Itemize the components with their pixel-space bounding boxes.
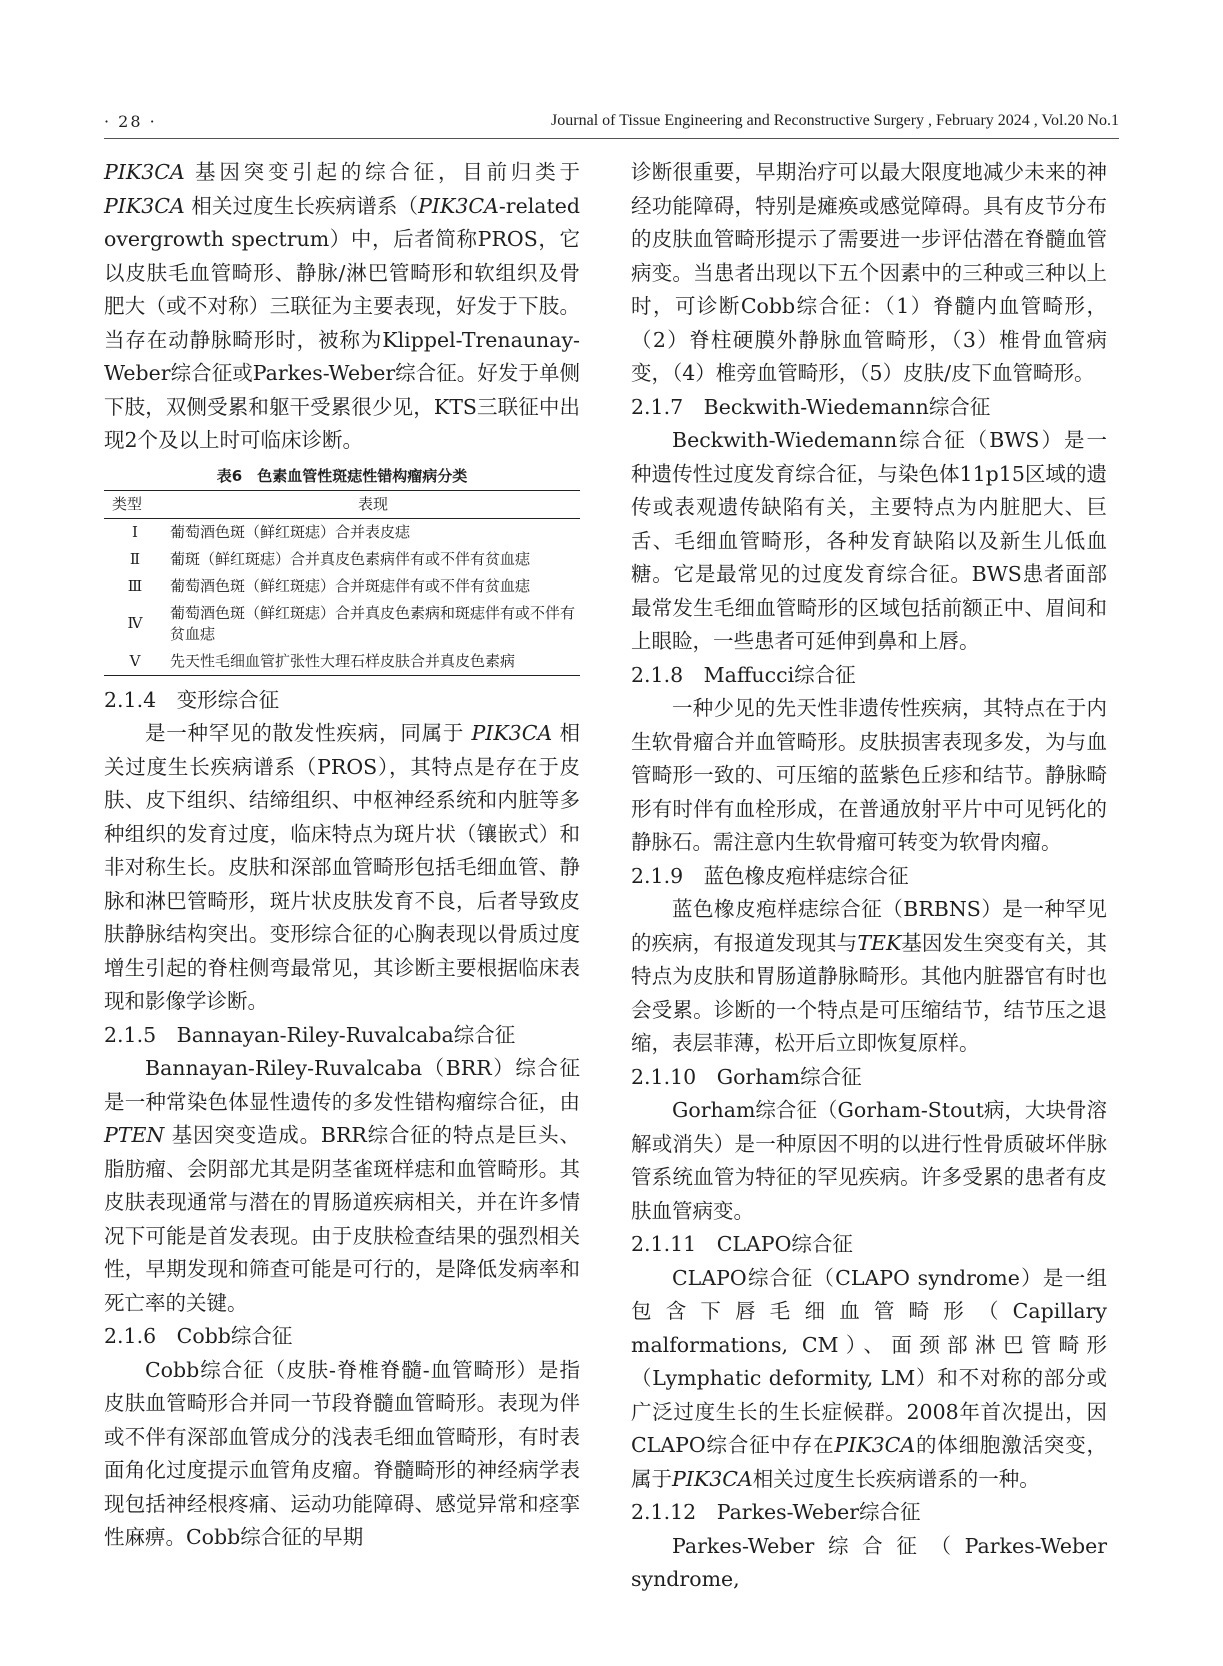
paragraph-pik3ca-intro (104, 156, 580, 458)
paragraph-2-1-6-continued: 诊断很重要，早期治疗可以最大限度地减少未来的神经功能障碍，特别是瘫痪或感觉障碍。具有皮节分布的皮肤血管畸形提示了需要进一步评估潜在脊髓血管病变。当患者出现以下五个因素中的三种或三种以上时，可诊断Cobb综合征：（1）脊髓内血管畸形，（2）脊柱硬膜外静脉血管畸形，（3）椎骨血管病变，（4）椎旁血管畸形，（5）皮肤/皮下血管畸形。 (631, 160, 1107, 385)
row-description: 葡萄酒色斑（鲜红斑痣）合并斑痣伴有或不伴有贫血痣 (170, 576, 531, 595)
paragraph-2-1-6: Cobb综合征（皮肤-脊椎脊髓-血管畸形）是指皮肤血管畸形合并同一节段脊髓血管畸形。表现为伴或不伴有深部血管成分的浅表毛细血管畸形，有时表面角化过度提示血管角皮瘤。脊髓畸形的神经病学表现包括神经根疼痛、运动功能障碍、感觉异常和痉挛性麻痹。Cobb综合征的早期 (104, 1357, 580, 1549)
row-type: Ⅴ (129, 651, 141, 670)
section-heading-2-1-7: 2.1.7 Beckwith-Wiedemann综合征 (631, 394, 991, 419)
table-row (104, 573, 580, 600)
paragraph-2-1-4 (104, 717, 580, 1019)
text-run: 相关过度生长疾病谱系（ (184, 193, 419, 218)
text-run: 相关过度生长疾病谱系（PROS），其特点是存在于皮肤、皮下组织、结缔组织、中枢神经系统和内脏等多种组织的发育过度，临床特点为斑片状（镶嵌式）和非对称生长。皮肤和深部血管畸形包括毛细血管、静脉和淋巴管畸形，斑片状皮肤发育不良，后者导致皮肤静脉结构突出。变形综合征的心胸表现以骨质过度增生引起的脊柱侧弯最常见，其诊断主要根据临床表现和影像学诊断。 (104, 721, 580, 1013)
section-heading-2-1-8: 2.1.8 Maffucci综合征 (631, 662, 856, 687)
paragraph-2-1-12: Parkes-Weber综合征（Parkes-Weber syndrome, (631, 1533, 1107, 1591)
text-run: 相关过度生长疾病谱系的一种。 (752, 1466, 1040, 1491)
text-run: 基因突变引起的综合征，目前归类于 (184, 160, 580, 184)
row-description: 葡斑（鲜红斑痣）合并真皮色素病伴有或不伴有贫血痣 (170, 549, 531, 568)
table-row (104, 546, 580, 573)
column-header-type: 类型 (112, 494, 143, 513)
section-heading-2-1-4: 2.1.4 变形综合征 (104, 687, 280, 712)
gene-name: PIK3CA (418, 193, 499, 218)
text-run: 蓝色橡皮疱样痣综合征（BRBNS）是一种罕见的疾病，有报道发现其与 (631, 897, 1107, 955)
table-6 (104, 462, 580, 676)
table-header-row (104, 490, 580, 518)
text-run: Bannayan-Riley-Ruvalcaba（BRR）综合征是一种常染色体显性遗传的多发性错构瘤综合征，由 (104, 1056, 580, 1114)
text-run: 基因发生突变有关，其特点为皮肤和胃肠道静脉畸形。其他内脏器官有时也会受累。诊断的一个特点是可压缩结节，结节压之退缩，表层菲薄，松开后立即恢复原样。 (631, 930, 1108, 1055)
gene-name: PIK3CA (471, 721, 553, 745)
section-heading-2-1-6: 2.1.6 Cobb综合征 (104, 1324, 293, 1348)
row-type: Ⅰ (132, 522, 138, 541)
row-type: Ⅳ (127, 614, 143, 632)
gene-name: PTEN (104, 1123, 165, 1147)
text-run: -related overgrowth spectrum）中，后者简称PROS，它以皮肤毛血管畸形、静脉/淋巴管畸形和软组织及骨肥大（或不对称）三联征为主要表现，好发于下肢。当存在动静脉畸形时，被称为Klippel-Trenaunay-Weber综合征或Parkes-Weber综合征。好发于单侧下肢，双侧受累和躯干受累很少见，KTS三联征中出现2个及以上时可临床诊断。 (104, 193, 580, 452)
column-header-description: 表现 (357, 494, 388, 513)
right-column (631, 156, 1107, 1597)
row-type: Ⅱ (129, 549, 141, 568)
paragraph-2-1-7: Beckwith-Wiedemann综合征（BWS）是一种遗传性过度发育综合征，与染色体11p15区域的遗传或表观遗传缺陷有关，主要特点为内脏肥大、巨舌、毛细血管畸形，各种发育缺陷以及新生儿低血糖。它是最常见的过度发育综合征。BWS患者面部最常发生毛细血管畸形的区域包括前额正中、眉间和上眼睑，一些患者可延伸到鼻和上唇。 (631, 428, 1107, 653)
text-run: 基因突变造成。BRR综合征的特点是巨头、脂肪瘤、会阴部尤其是阴茎雀斑样痣和血管畸形。其皮肤表现通常与潜在的胃肠道疾病相关，并在许多情况下可能是首发表现。由于皮肤检查结果的强烈相关性，早期发现和筛查可能是可行的，是降低发病率和死亡率的关键。 (104, 1123, 580, 1315)
gene-name: PIK3CA (104, 160, 185, 184)
gene-name: TEK (857, 930, 902, 955)
page-number: · 28 · (104, 112, 157, 131)
section-heading-2-1-11: 2.1.11 CLAPO综合征 (631, 1232, 853, 1256)
gene-name: PIK3CA (672, 1466, 753, 1491)
text-run: CLAPO综合征（CLAPO syndrome）是一组包含下唇毛细血管畸形（Capillary malformations, CM）、面颈部淋巴管畸形（Lymphatic deformity, LM）和不对称的部分或广泛过度生长的生长症候群。2008年首次提出，因CLAPO综合征中存在 (631, 1265, 1107, 1457)
paragraph-2-1-9 (631, 893, 1107, 1061)
section-heading-2-1-10: 2.1.10 Gorham综合征 (631, 1064, 862, 1089)
gene-name: PIK3CA (834, 1433, 916, 1457)
paragraph-2-1-5 (104, 1052, 580, 1320)
paragraph-2-1-10: Gorham综合征（Gorham-Stout病，大块骨溶解或消失）是一种原因不明的以进行性骨质破坏伴脉管系统血管为特征的罕见疾病。许多受累的患者有皮肤血管病变。 (631, 1098, 1107, 1223)
text-run: 是一种罕见的散发性疾病，同属于 (145, 721, 472, 745)
row-type: Ⅲ (127, 576, 143, 595)
journal-citation: Journal of Tissue Engineering and Reconstructive Surgery , February 2024 , Vol.20 No.1 (551, 112, 1119, 129)
paragraph-2-1-11 (631, 1262, 1107, 1497)
left-column (104, 156, 580, 1555)
section-heading-2-1-5: 2.1.5 Bannayan-Riley-Ruvalcaba综合征 (104, 1022, 516, 1047)
row-description: 先天性毛细血管扩张性大理石样皮肤合并真皮色素病 (170, 651, 516, 670)
classification-table (104, 490, 580, 676)
table-row (104, 648, 580, 676)
running-header (104, 108, 1119, 139)
table-row (104, 518, 580, 546)
paragraph-2-1-8: 一种少见的先天性非遗传性疾病，其特点在于内生软骨瘤合并血管畸形。皮肤损害表现多发，为与血管畸形一致的、可压缩的蓝紫色丘疹和结节。静脉畸形有时伴有血栓形成，在普通放射平片中可见钙化的静脉石。需注意内生软骨瘤可转变为软骨肉瘤。 (631, 696, 1107, 854)
gene-name: PIK3CA (104, 193, 185, 218)
section-heading-2-1-9: 2.1.9 蓝色橡皮疱样痣综合征 (631, 863, 909, 888)
row-description: 葡萄酒色斑（鲜红斑痣）合并真皮色素病和斑痣伴有或不伴有贫血痣 (170, 603, 576, 643)
section-heading-2-1-12: 2.1.12 Parkes-Weber综合征 (631, 1500, 921, 1524)
table-row (104, 600, 580, 648)
table-title: 表6 色素血管性斑痣性错构瘤病分类 (216, 466, 468, 485)
text-run: 的体细胞激活突变，属于 (631, 1433, 1108, 1491)
row-description: 葡萄酒色斑（鲜红斑痣）合并表皮痣 (170, 522, 411, 541)
